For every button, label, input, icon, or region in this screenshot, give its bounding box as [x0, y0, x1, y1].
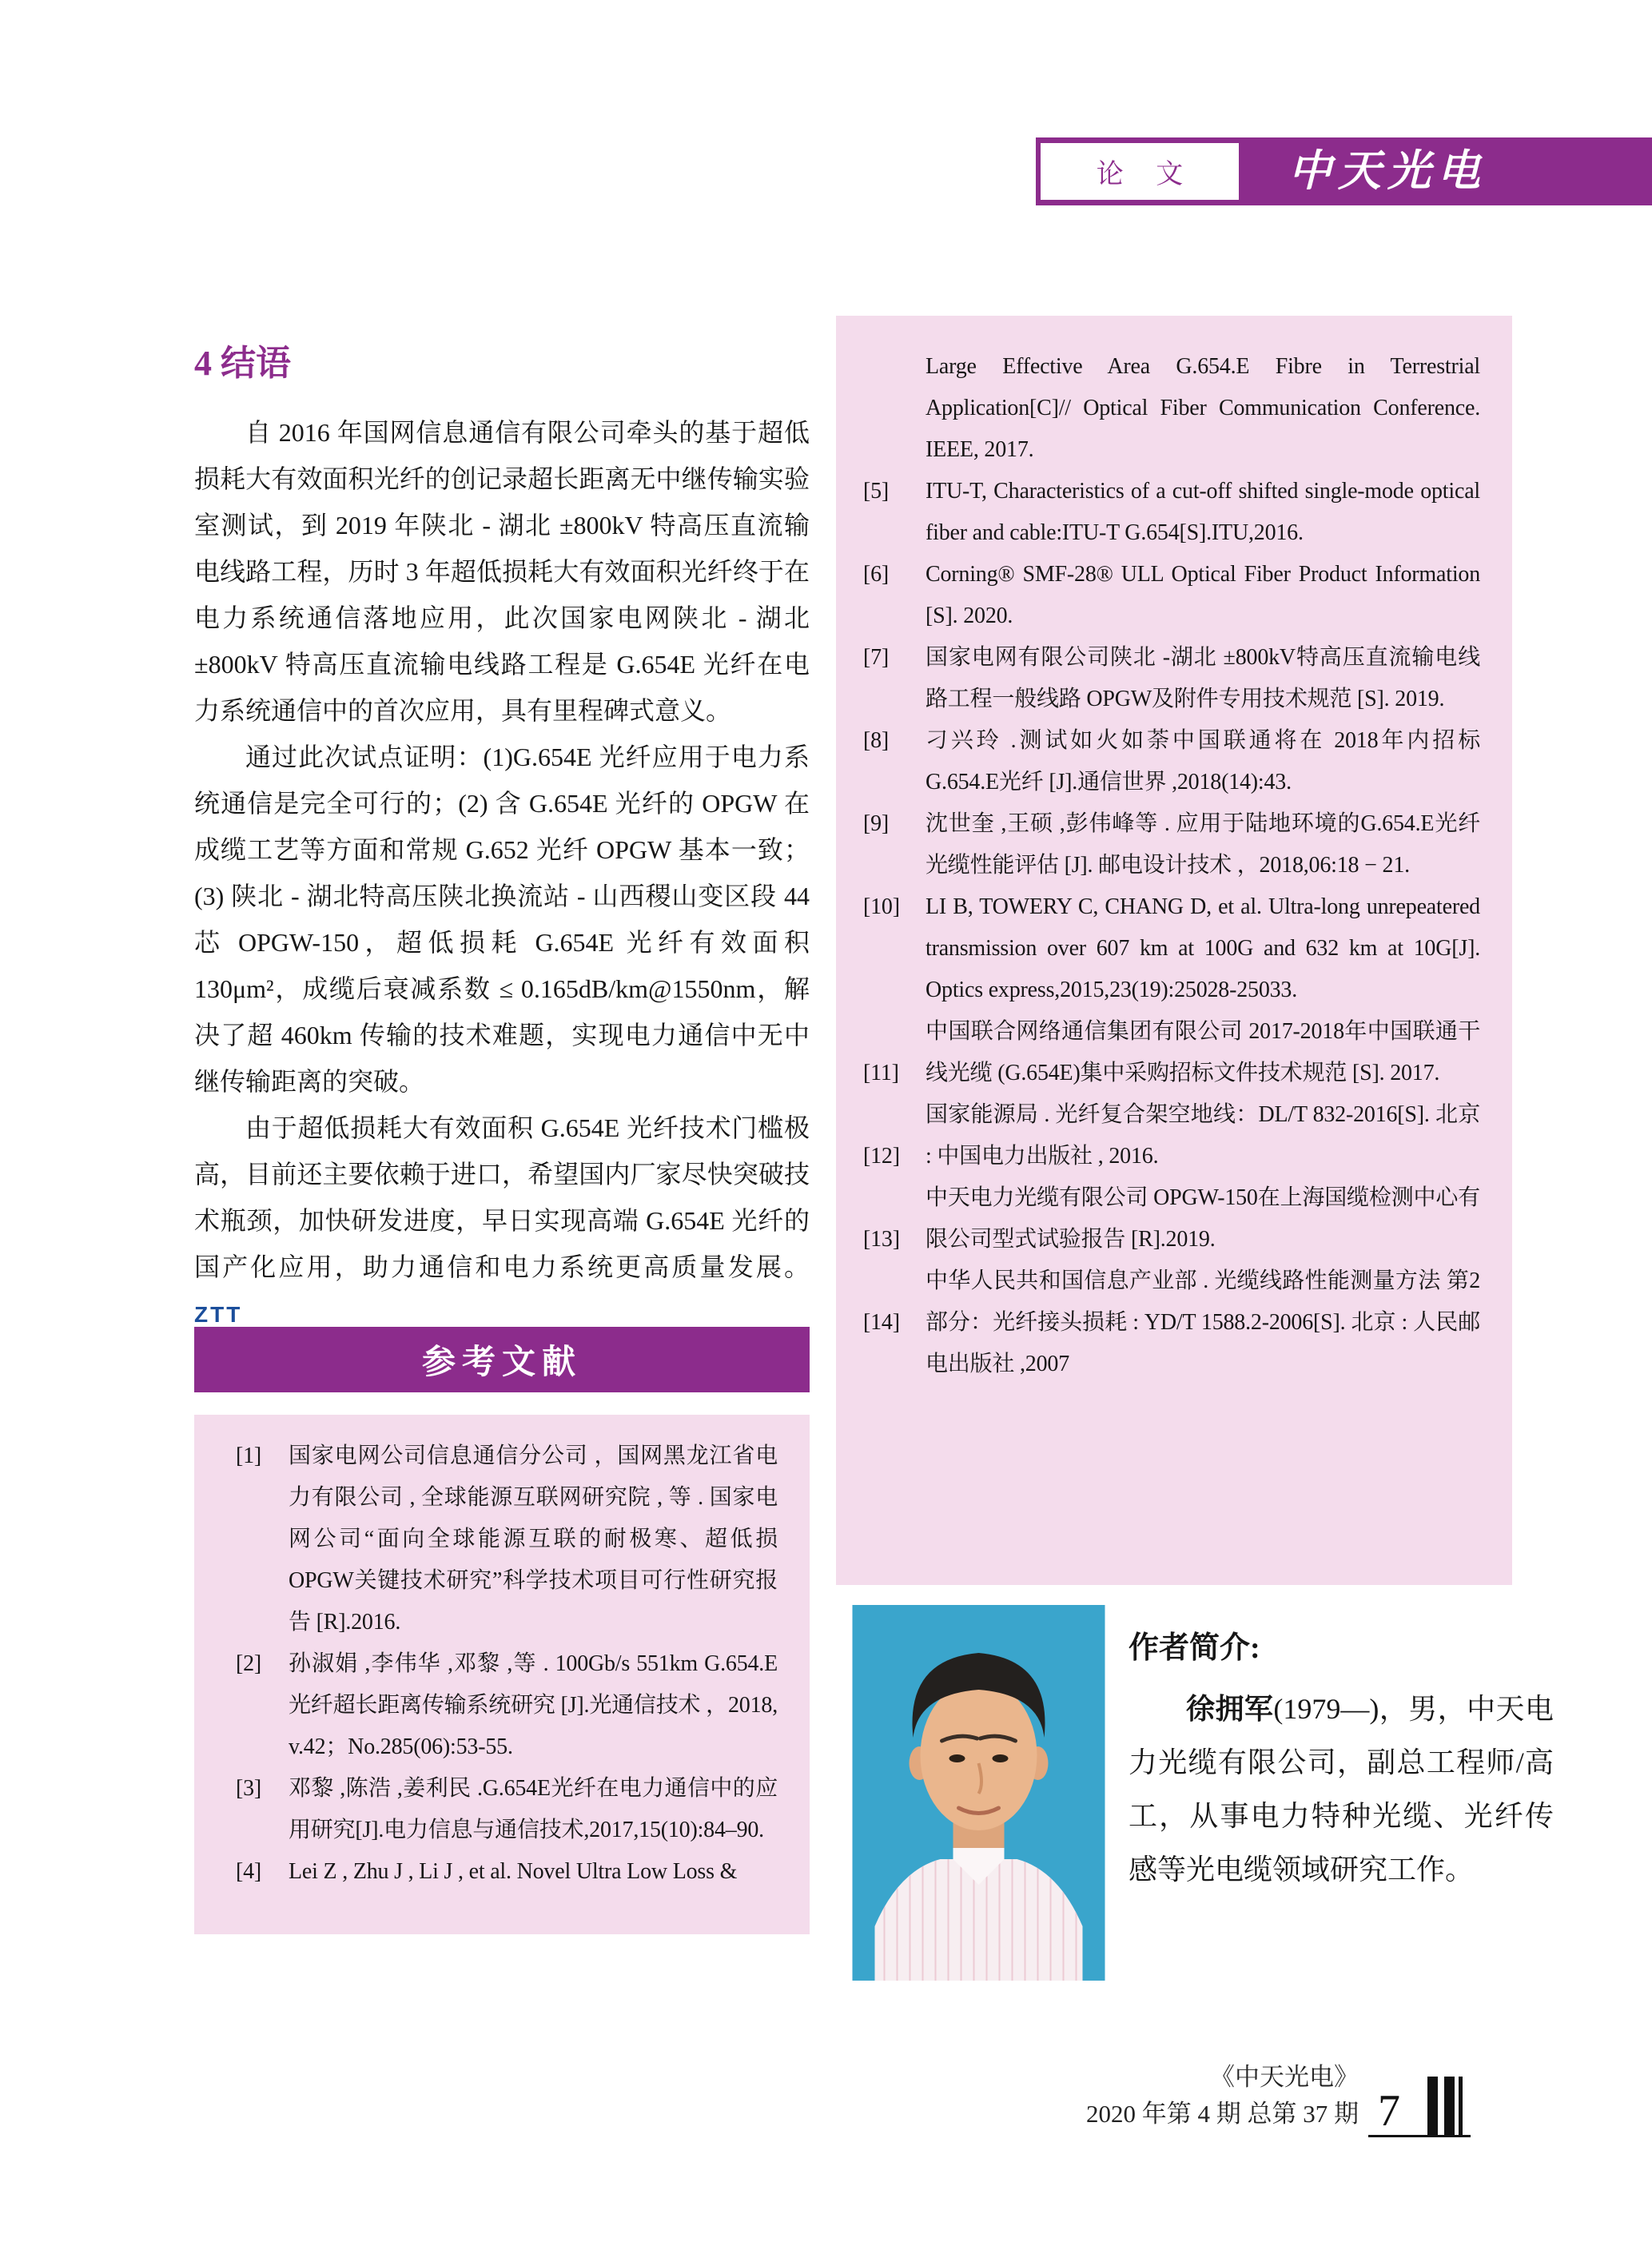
reference-label: [8] [863, 728, 890, 753]
reference-item-9 [863, 803, 1480, 886]
reference-item-10 [863, 886, 1480, 1011]
footer-issue-line: 2020 年第 4 期 总第 37 期 [1086, 2100, 1359, 2128]
references-heading: 参考文献 [421, 1344, 582, 1381]
reference-text: Lei Z , Zhu J , Li J , et al. Novel Ultra Low Loss & [289, 1859, 738, 1884]
page-number-block [1368, 2075, 1471, 2137]
page-marker-bars-icon [1427, 2077, 1438, 2135]
reference-item-1 [236, 1436, 778, 1643]
reference-item-2 [236, 1643, 778, 1768]
author-bio-heading: 作者简介: [1129, 1631, 1260, 1665]
reference-item-7 [863, 637, 1480, 720]
reference-text: 中国联合网络通信集团有限公司 2017-2018年中国联通干线光缆 (G.654E)集中采购招标文件技术规范 [S]. 2017. [926, 1019, 1480, 1085]
reference-label: [14] [863, 1310, 900, 1335]
conclusion-paragraph-2: 通过此次试点证明：(1)G.654E 光纤应用于电力系统通信是完全可行的；(2) 含 G.654E 光纤的 OPGW 在成缆工艺等方面和常规 G.652 光纤 OPGW 基本一致；(3) 陕北 - 湖北特高压陕北换流站 - 山西稷山变区段 44 芯 OPGW-150，超低损耗 G.654E 光纤有效面积 130μm²，成缆后衰减系数 ≤ 0.165dB/km@1550nm，解决了超 460km 传输的技术难题，实现电力通信中无中继传输距离的突破。 [194, 743, 810, 1096]
reference-text: ITU-T, Characteristics of a cut-off shifted single-mode optical fiber and cable:ITU-T G.654[S].ITU,2016. [926, 479, 1480, 545]
author-bio-paragraph [1129, 1682, 1554, 1897]
reference-text: 中华人民共和国信息产业部 . 光缆线路性能测量方法 第2部分：光纤接头损耗 : YD/T 1588.2-2006[S]. 北京 : 人民邮电出版社 ,2007 [926, 1268, 1480, 1376]
reference-label: [9] [863, 811, 890, 836]
author-bio-section [1129, 1623, 1554, 1897]
reference-text: Corning® SMF-28® ULL Optical Fiber Product Information [S]. 2020. [926, 562, 1480, 628]
reference-text: 中天电力光缆有限公司 OPGW-150在上海国缆检测中心有限公司型式试验报告 [R].2019. [926, 1185, 1480, 1252]
reference-item-11 [863, 1011, 1480, 1094]
references-left-box [194, 1415, 810, 1934]
reference-item-6 [863, 554, 1480, 637]
author-photo [852, 1605, 1105, 1981]
reference-label: [5] [863, 479, 890, 504]
reference-label: [6] [863, 562, 890, 587]
reference-label: [4] [236, 1859, 262, 1884]
reference-label: [10] [863, 894, 900, 919]
reference-item-4-continued [863, 346, 1480, 471]
reference-label: [7] [863, 645, 890, 670]
conclusion-heading: 4 结语 [194, 344, 291, 383]
reference-text: Large Effective Area G.654.E Fibre in Terrestrial Application[C]// Optical Fiber Communication Conference. IEEE, 2017. [926, 354, 1480, 462]
reference-text: 沈世奎 ,王硕 ,彭伟峰等 . 应用于陆地环境的G.654.E光纤光缆性能评估 [J]. 邮电设计技术 ，2018,06:18 − 21. [926, 811, 1480, 878]
reference-label: [12] [863, 1144, 900, 1169]
reference-text: 国家能源局 . 光纤复合架空地线：DL/T 832-2016[S]. 北京 : 中国电力出版社 , 2016. [926, 1102, 1480, 1169]
header-band [1036, 137, 1652, 205]
reference-text: LI B, TOWERY C, CHANG D, et al. Ultra-long unrepeatered transmission over 607 km at 100G and 632 km at 10G[J]. Optics express,2015,23(19):25028-25033. [926, 894, 1480, 1002]
reference-item-4 [236, 1851, 778, 1893]
reference-item-3 [236, 1768, 778, 1851]
reference-text: 孙淑娟 ,李伟华 ,邓黎 ,等 . 100Gb/s 551km G.654.E光纤超长距离传输系统研究 [J].光通信技术 ，2018, v.42；No.285(06):53-55. [289, 1651, 778, 1759]
journal-logo: 中天光电 [1288, 145, 1487, 196]
references-right-box [836, 316, 1512, 1585]
reference-item-5 [863, 471, 1480, 554]
reference-label: [1] [236, 1444, 262, 1468]
conclusion-paragraph-3-text: 由于超低损耗大有效面积 G.654E 光纤技术门槛极高，目前还主要依赖于进口，希望国内厂家尽快突破技术瓶颈，加快研发进度，早日实现高端 G.654E 光纤的国产化应用，助力通信和电力系统更高质量发展。 [194, 1113, 810, 1281]
paper-tag-label: 论 文 [1096, 160, 1196, 189]
conclusion-paragraph-3 [194, 1105, 810, 1338]
reference-label: [3] [236, 1776, 262, 1801]
reference-text: 国家电网有限公司陕北 -湖北 ±800kV特高压直流输电线路工程一般线路 OPGW及附件专用技术规范 [S]. 2019. [926, 645, 1480, 711]
reference-item-14 [863, 1260, 1480, 1385]
reference-label: [2] [236, 1651, 262, 1676]
page-marker-bars-icon [1459, 2077, 1463, 2135]
page-number: 7 [1378, 2086, 1400, 2136]
ztt-logo: ZTT [194, 1302, 243, 1327]
references-banner [194, 1327, 810, 1392]
reference-text: 刁兴玲 .测试如火如荼中国联通将在 2018年内招标 G.654.E光纤 [J].通信世界 ,2018(14):43. [926, 728, 1480, 794]
conclusion-section [194, 334, 810, 1338]
author-name: 徐拥军 [1186, 1693, 1274, 1725]
footer-journal-info [1086, 2059, 1359, 2132]
reference-item-8 [863, 720, 1480, 803]
reference-label: [11] [863, 1061, 899, 1085]
paper-tag-box [1039, 141, 1240, 201]
conclusion-paragraph-1: 自 2016 年国网信息通信有限公司牵头的基于超低损耗大有效面积光纤的创记录超长距离无中继传输实验室测试，到 2019 年陕北 - 湖北 ±800kV 特高压直流输电线路工程，历时 3 年超低损耗大有效面积光纤终于在电力系统通信落地应用，此次国家电网陕北 - 湖北 ±800kV 特高压直流输电线路工程是 G.654E 光纤在电力系统通信中的首次应用，具有里程碑式意义。 [194, 418, 810, 725]
reference-text: 邓黎 ,陈浩 ,姜利民 .G.654E光纤在电力通信中的应用研究[J].电力信息与通信技术,2017,15(10):84–90. [289, 1776, 778, 1842]
reference-text: 国家电网公司信息通信分公司 ，国网黑龙江省电力有限公司 , 全球能源互联网研究院 , 等 . 国家电网公司“面向全球能源互联的耐极寒、超低损 OPGW关键技术研究”科学技术项目可行性研究报告 [R].2016. [289, 1444, 778, 1635]
reference-item-13 [863, 1177, 1480, 1260]
footer-journal-name: 《中天光电》 [1210, 2063, 1359, 2091]
reference-item-12 [863, 1094, 1480, 1177]
reference-label: [13] [863, 1227, 900, 1252]
page-marker-bars-icon [1444, 2077, 1455, 2135]
author-bio-text: (1979—)，男，中天电力光缆有限公司，副总工程师/高工，从事电力特种光缆、光纤传感等光电缆领域研究工作。 [1129, 1693, 1554, 1886]
